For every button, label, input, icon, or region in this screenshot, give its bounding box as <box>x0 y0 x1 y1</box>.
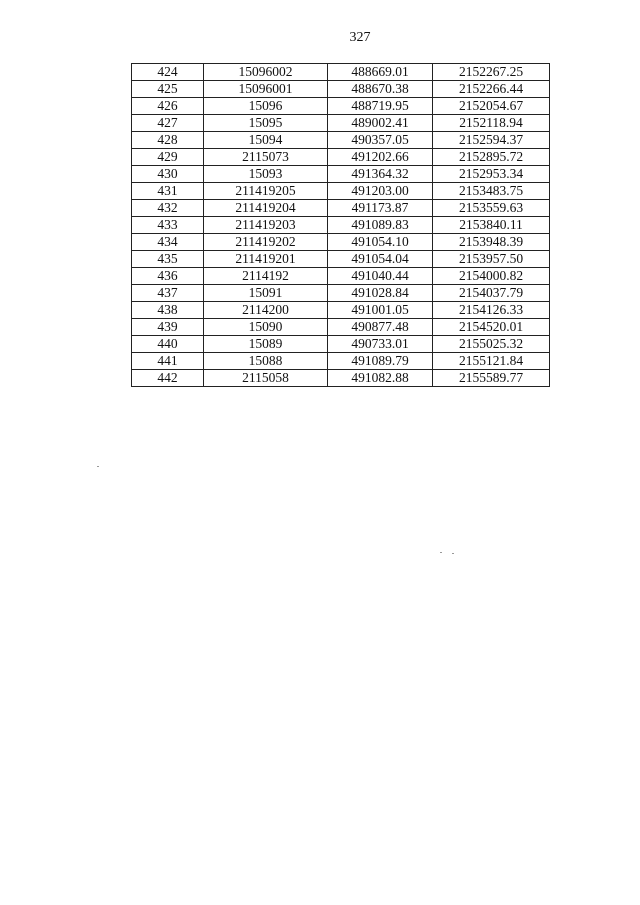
point-number-cell: 437 <box>132 285 204 302</box>
x-coordinate-cell: 491054.04 <box>328 251 433 268</box>
point-id-cell: 211419203 <box>204 217 328 234</box>
table-row <box>132 234 550 251</box>
point-number-cell: 438 <box>132 302 204 319</box>
point-number-cell: 428 <box>132 132 204 149</box>
point-id-cell: 15089 <box>204 336 328 353</box>
table-row <box>132 183 550 200</box>
y-coordinate-cell: 2154000.82 <box>433 268 550 285</box>
table-row <box>132 251 550 268</box>
scan-speck <box>452 553 454 554</box>
point-number-cell: 430 <box>132 166 204 183</box>
x-coordinate-cell: 491001.05 <box>328 302 433 319</box>
x-coordinate-cell: 491089.83 <box>328 217 433 234</box>
point-number-cell: 426 <box>132 98 204 115</box>
table-row <box>132 166 550 183</box>
point-number-cell: 440 <box>132 336 204 353</box>
x-coordinate-cell: 491040.44 <box>328 268 433 285</box>
point-number-cell: 429 <box>132 149 204 166</box>
point-number-cell: 424 <box>132 64 204 81</box>
table-row <box>132 81 550 98</box>
x-coordinate-cell: 491202.66 <box>328 149 433 166</box>
point-id-cell: 2115073 <box>204 149 328 166</box>
table-row <box>132 302 550 319</box>
x-coordinate-cell: 490733.01 <box>328 336 433 353</box>
table-row <box>132 217 550 234</box>
y-coordinate-cell: 2153957.50 <box>433 251 550 268</box>
x-coordinate-cell: 489002.41 <box>328 115 433 132</box>
point-number-cell: 441 <box>132 353 204 370</box>
point-number-cell: 433 <box>132 217 204 234</box>
point-id-cell: 2114200 <box>204 302 328 319</box>
table-row <box>132 353 550 370</box>
point-number-cell: 436 <box>132 268 204 285</box>
y-coordinate-cell: 2152267.25 <box>433 64 550 81</box>
x-coordinate-cell: 488669.01 <box>328 64 433 81</box>
point-id-cell: 2115058 <box>204 370 328 387</box>
x-coordinate-cell: 491082.88 <box>328 370 433 387</box>
table-row <box>132 319 550 336</box>
table-row <box>132 370 550 387</box>
table-row <box>132 132 550 149</box>
point-id-cell: 211419204 <box>204 200 328 217</box>
table-row <box>132 64 550 81</box>
x-coordinate-cell: 488670.38 <box>328 81 433 98</box>
point-number-cell: 427 <box>132 115 204 132</box>
x-coordinate-cell: 490877.48 <box>328 319 433 336</box>
y-coordinate-cell: 2152266.44 <box>433 81 550 98</box>
y-coordinate-cell: 2153948.39 <box>433 234 550 251</box>
point-id-cell: 15093 <box>204 166 328 183</box>
y-coordinate-cell: 2155121.84 <box>433 353 550 370</box>
point-number-cell: 425 <box>132 81 204 98</box>
y-coordinate-cell: 2152594.37 <box>433 132 550 149</box>
x-coordinate-cell: 491054.10 <box>328 234 433 251</box>
table-row <box>132 98 550 115</box>
coordinates-table-body <box>132 64 550 387</box>
y-coordinate-cell: 2154037.79 <box>433 285 550 302</box>
table-row <box>132 268 550 285</box>
table-row <box>132 149 550 166</box>
y-coordinate-cell: 2152953.34 <box>433 166 550 183</box>
y-coordinate-cell: 2155589.77 <box>433 370 550 387</box>
table-row <box>132 115 550 132</box>
y-coordinate-cell: 2153840.11 <box>433 217 550 234</box>
point-number-cell: 439 <box>132 319 204 336</box>
y-coordinate-cell: 2152054.67 <box>433 98 550 115</box>
point-id-cell: 2114192 <box>204 268 328 285</box>
y-coordinate-cell: 2153559.63 <box>433 200 550 217</box>
point-id-cell: 15088 <box>204 353 328 370</box>
point-number-cell: 434 <box>132 234 204 251</box>
x-coordinate-cell: 491364.32 <box>328 166 433 183</box>
x-coordinate-cell: 491203.00 <box>328 183 433 200</box>
y-coordinate-cell: 2154520.01 <box>433 319 550 336</box>
y-coordinate-cell: 2152118.94 <box>433 115 550 132</box>
point-number-cell: 435 <box>132 251 204 268</box>
point-id-cell: 15094 <box>204 132 328 149</box>
point-number-cell: 431 <box>132 183 204 200</box>
scan-speck <box>97 466 99 467</box>
point-id-cell: 15096001 <box>204 81 328 98</box>
point-number-cell: 432 <box>132 200 204 217</box>
point-id-cell: 211419201 <box>204 251 328 268</box>
x-coordinate-cell: 491028.84 <box>328 285 433 302</box>
x-coordinate-cell: 488719.95 <box>328 98 433 115</box>
point-number-cell: 442 <box>132 370 204 387</box>
y-coordinate-cell: 2153483.75 <box>433 183 550 200</box>
point-id-cell: 15096 <box>204 98 328 115</box>
y-coordinate-cell: 2154126.33 <box>433 302 550 319</box>
point-id-cell: 15091 <box>204 285 328 302</box>
page-number: 327 <box>349 30 371 45</box>
x-coordinate-cell: 490357.05 <box>328 132 433 149</box>
point-id-cell: 15095 <box>204 115 328 132</box>
y-coordinate-cell: 2152895.72 <box>433 149 550 166</box>
x-coordinate-cell: 491173.87 <box>328 200 433 217</box>
coordinates-table <box>131 63 550 387</box>
table-row <box>132 200 550 217</box>
scan-speck <box>440 552 442 553</box>
point-id-cell: 15096002 <box>204 64 328 81</box>
point-id-cell: 15090 <box>204 319 328 336</box>
table-row <box>132 336 550 353</box>
table-row <box>132 285 550 302</box>
point-id-cell: 211419205 <box>204 183 328 200</box>
y-coordinate-cell: 2155025.32 <box>433 336 550 353</box>
point-id-cell: 211419202 <box>204 234 328 251</box>
x-coordinate-cell: 491089.79 <box>328 353 433 370</box>
